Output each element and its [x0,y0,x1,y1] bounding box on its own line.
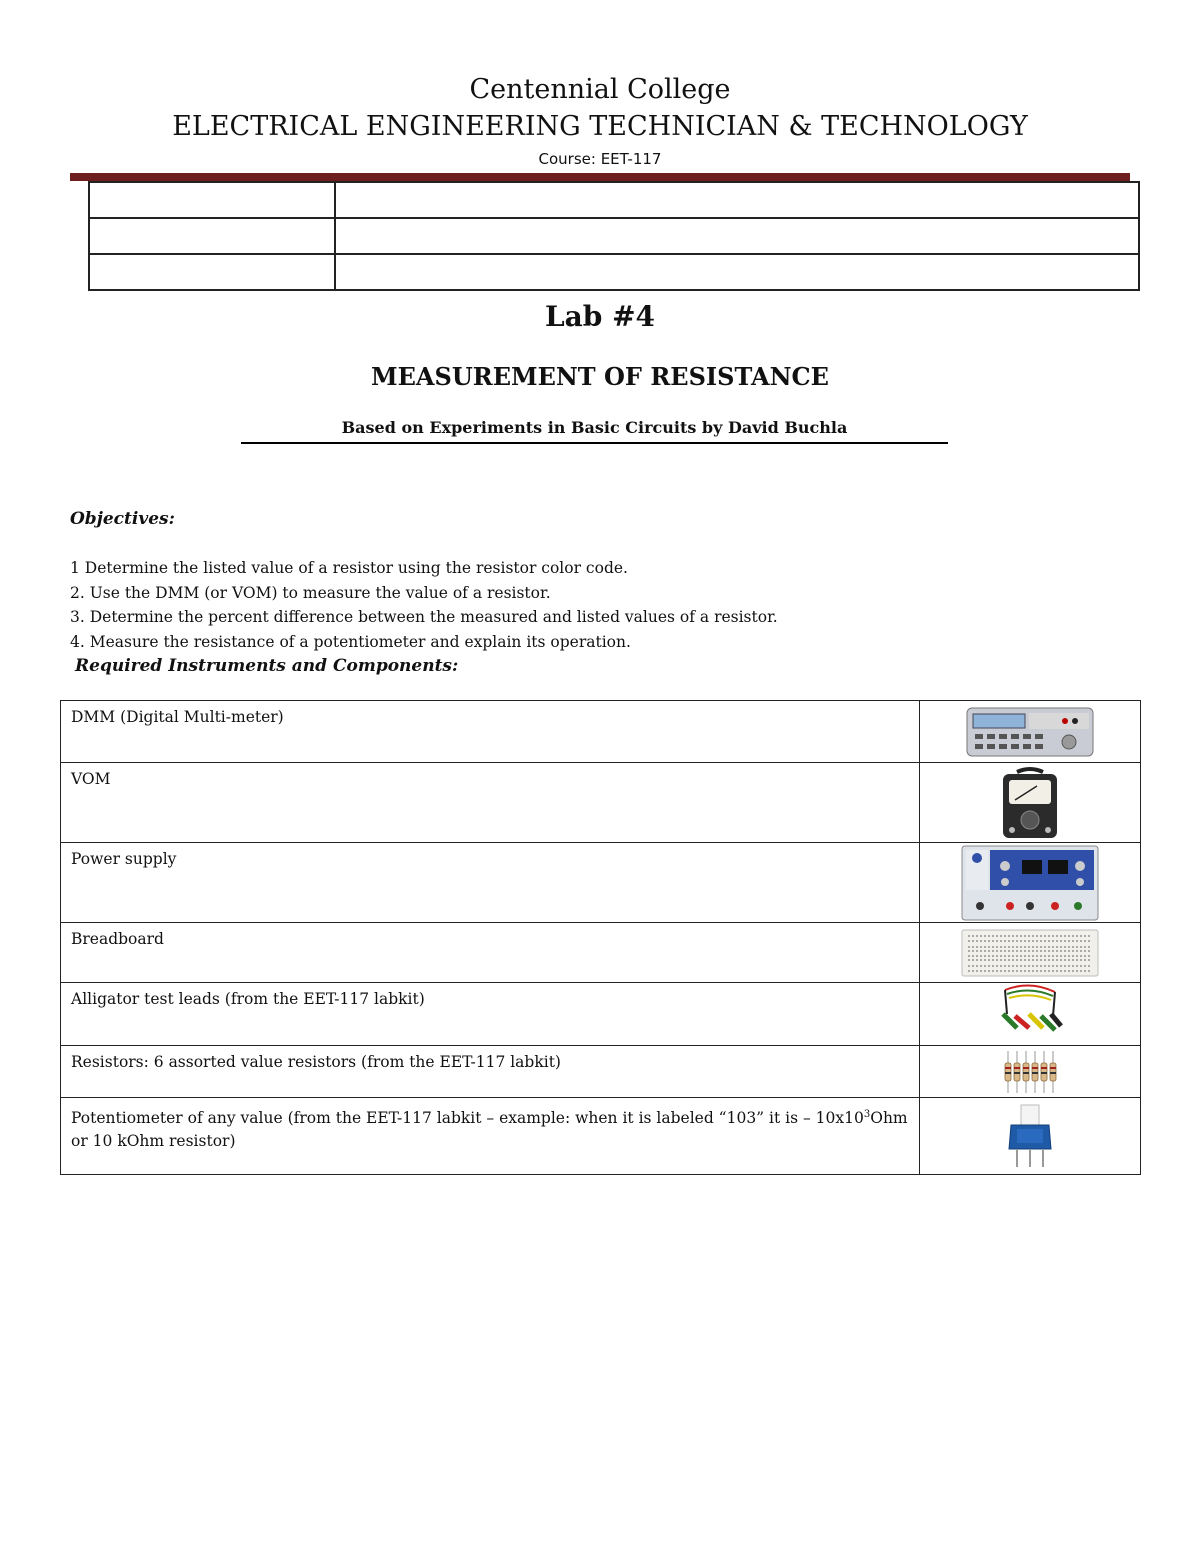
objective-item: 4. Measure the resistance of a potentiometer and explain its operation. [70,632,631,651]
objectives-list [70,556,778,654]
objective-item: 2. Use the DMM (or VOM) to measure the value of a resistor. [70,583,551,602]
dmm-icon [965,704,1095,760]
course-code: Course: EET-117 [538,150,662,168]
exponent: 3 [863,1109,871,1120]
objectives-heading: Objectives: [70,509,175,529]
component-image-cell [920,763,1141,843]
table-row [61,843,1141,923]
component-label-cell [61,1098,920,1175]
info-value-cell[interactable] [335,218,1139,254]
student-info-table [88,181,1140,291]
lab-title: MEASUREMENT OF RESISTANCE [371,362,829,391]
component-image-cell [920,701,1141,763]
resistors-icon [1000,1049,1060,1095]
info-label-cell[interactable] [89,254,335,290]
college-name: Centennial College [469,74,731,105]
info-row [89,254,1139,290]
potentiometer-icon [1005,1101,1055,1171]
objective-item: 3. Determine the percent difference between the measured and listed values of a resistor. [70,608,778,626]
table-row [61,983,1141,1046]
table-row [61,1046,1141,1098]
component-label: Power supply [61,843,920,923]
info-label-cell[interactable] [89,182,335,218]
component-image-cell [920,1098,1141,1175]
component-image-cell [920,1046,1141,1098]
component-label-suffix: Ohm or 10 kOhm resistor) [71,1109,908,1151]
components-table [60,700,1141,1175]
components-heading: Required Instruments and Components: [75,656,459,676]
component-label: VOM [61,763,920,843]
breadboard-icon [960,928,1100,978]
component-label: Breadboard [61,923,920,983]
component-image-cell [920,923,1141,983]
component-label: Potentiometer of any value (from the EET-117 labkit – example: when it is labeled “103” it is – 10x10 [71,1109,864,1128]
header-divider [70,173,1130,181]
component-image-cell [920,983,1141,1046]
table-row [61,923,1141,983]
lab-number: Lab #4 [544,300,656,333]
component-image-cell [920,843,1141,923]
based-on-line: Based on Experiments in Basic Circuits by David Buchla [241,418,948,444]
info-value-cell[interactable] [335,254,1139,290]
department-name: ELECTRICAL ENGINEERING TECHNICIAN & TECHNOLOGY [172,111,1028,142]
objective-item: 1 Determine the listed value of a resistor using the resistor color code. [70,559,628,577]
component-label: Resistors: 6 assorted value resistors (from the EET-117 labkit) [61,1046,920,1098]
component-label: Alligator test leads (from the EET-117 labkit) [61,983,920,1046]
info-row [89,182,1139,218]
vom-icon [995,766,1065,840]
info-label-cell[interactable] [89,218,335,254]
power-supply-icon [960,844,1100,922]
alligator-leads-icon [995,984,1065,1044]
table-row [61,1098,1141,1175]
info-row [89,218,1139,254]
table-row [61,701,1141,763]
component-label: DMM (Digital Multi-meter) [61,701,920,763]
table-row [61,763,1141,843]
info-value-cell[interactable] [335,182,1139,218]
